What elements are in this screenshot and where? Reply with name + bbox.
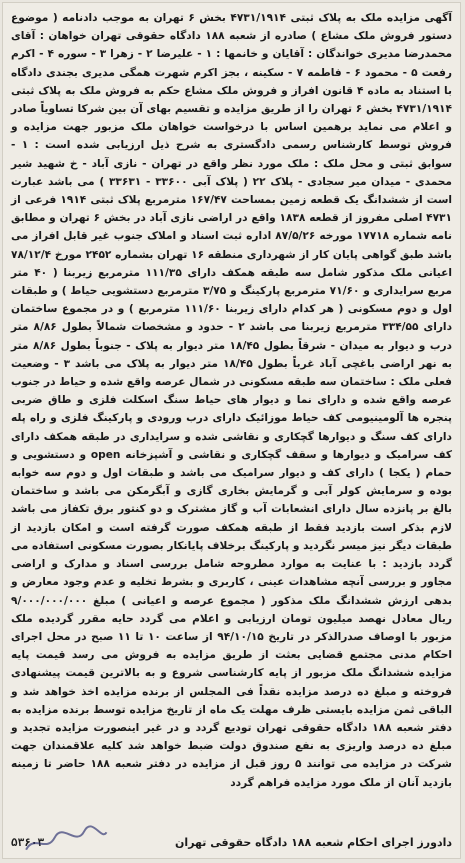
notice-signature: دادورز اجرای احکام شعبه ۱۸۸ دادگاه حقوقی تهران — [175, 835, 452, 849]
notice-code: ۵۳۶۰۳ — [11, 835, 45, 849]
newspaper-notice — [2, 2, 461, 859]
notice-footer — [11, 832, 452, 852]
notice-body: آگهی مزایده ملک به پلاک ثبتی ۴۷۳۱/۱۹۱۴ بخش ۶ تهران به موجب دادنامه ( موضوع دستور فروش ملک مشاع ) صادره از شعبه ۱۸۸ دادگاه حقوقی تهران خواهان : آقای محمدرضا مدیری خواندگان : آقایان و خانمها : ۱ - علیرضا ۲ - زهرا ۳ - سوره ۴ - اکرم رفعت ۵ - محمود ۶ - فاطمه ۷ - سکینه ، بجز اکرم شهرت همگی مدیری بجندی دادگاه با استناد به ماده ۴ قانون افراز و فروش ملک مشاع حکم به فروش ملک به پلاک ثبتی ۴۷۳۱/۱۹۱۴ بخش ۶ تهران را از طریق مزایده و تقسیم بهای آن بین شرکا تساویاً صادر و اعلام می نماید برهمین اساس با درخواست خواهان ملک مزبور جهت مزایده و فروش توسط کارشناس رسمی دادگستری به شرح ذیل ارزیابی شده است : ۱ - سوابق ثبتی و محل ملک : ملک مورد نظر واقع در تهران - نازی آباد - خ شهید شیر محمدی - میدان میر سجادی - پلاک ۲۲ ( پلاک آبی ۳۳۶۰۰ - ۳۳۶۳۱ ) می باشد عبارت است از ششدانگ یک قطعه زمین بمساحت ۱۶۷/۴۷ مترمربع پلاک ثبتی ۱۹۱۴ فرعی از ۴۷۳۱ اصلی مفروز از قطعه ۱۸۳۸ واقع در اراضی نازی آباد در بخش ۶ تهران و مطابق نامه شماره ۱۷۷۱۸ مورخه ۸۷/۵/۲۶ اداره ثبت اسناد و املاک جنوب غیر قابل افراز می باشد طبق گواهی پایان کار از شهرداری منطقه ۱۶ تهران بشماره ۲۴۵۲ مورخ ۷۸/۱۲/۴ اعیانی ملک مذکور شامل سه طبقه همکف دارای ۱۱۱/۳۵ مترمربع زیربنا ( ۴۰ متر مربع سرایداری و ۷۱/۶۰ مترمربع پارکینگ و ۳/۷۵ مترمربع دستشویی حیاط ) و طبقات اول و دوم مسکونی ( هر کدام دارای زیربنا ۱۱۱/۶۰ مترمربع ) و در مجموع ساختمان دارای ۳۳۴/۵۵ مترمربع زیربنا می باشد ۲ - حدود و مشخصات شمالاً بطول ۸/۸۶ متر درب و دیوار به میدان - شرقاً بطول ۱۸/۴۵ متر دیوار به پلاک - جنوباً بطول ۸/۸۶ متر به نهر اراضی باغچی آباد غرباً بطول ۱۸/۴۵ متر دیوار به پلاک می باشد ۳ - وضعیت فعلی ملک : ساختمان سه طبقه مسکونی در شمال عرصه واقع شده و حیاط در جنوب عرصه واقع شده و دارای نما و دیوار های حیاط سنگ اسکلت فلزی و طاق ضربی پنجره ها آلومینیومی کف حیاط موزائیک دارای درب ورودی و پارکینگ فلزی و راه پله دارای کف سنگ و دیوارها گچکاری و نقاشی شده و سرایداری در طبقه همکف دارای کف سرامیک و دیوارها و سقف گچکاری و نقاشی و آشپزخانه open و دستشویی و حمام ( یکجا ) دارای کف و دیوار سرامیک می باشد و طبقات اول و دوم سه خوابه بوده و سرمایش کولر آبی و گرمایش بخاری گازی و آبگرمکن می باشد و ساختمان بالغ بر پانزده سال دارای انشعابات آب و گاز مشترک و دو کنتور برق تکفاز می باشد لازم بذکر است بازدید فقط از طبقه همکف صورت گرفته است و امکان بازدید از طبقات دیگر نیز میسر نگردید و پارکینگ برخلاف پایانکار بصورت مسکونی استفاده می گردد بازدید : با عنایت به موارد مطروحه شامل بررسی اسناد و مدارک و اراضی مجاور و بررسی آنچه مشاهدات عینی ، کاربری و بشرط تخلیه و عدم وجود معارض و بدهی ارزش ششدانگ ملک مذکور ( مجموع عرصه و اعیانی ) مبلغ ۹/۰۰۰/۰۰۰/۰۰۰ ریال معادل نهصد میلیون تومان ارزیابی و اعلام می گردد حایه مقرر گردیده ملک مزبور با اوصاف صدرالذکر در تاریخ ۹۴/۱۰/۱۵ از ساعت ۱۰ تا ۱۱ صبح در محل اجرای احکام مدنی مجتمع قضایی بعثت از طریق مزایده به فروش می رسد قیمت پایه مزایده ششدانگ ملک مزبور از پایه کارشناسی شروع و به بالاترین قیمت پیشنهادی فروخته و مبلغ ده درصد مزایده نقداً فی المجلس از برنده مزایده اخذ خواهد شد و الباقی ثمن مزایده بایستی ظرف مهلت یک ماه از تاریخ مزایده توسط برنده مزایده به دفتر شعبه ۱۸۸ دادگاه حقوقی تهران تودیع گردد و در غیر اینصورت مزایده تجدید و مبلغ ده درصد واریزی به نفع صندوق دولت ضبط خواهد شد کلیه علاقمندان جهت شرکت در مزایده می توانند ۵ روز قبل از مزایده در دفتر شعبه ۱۸۸ حاضر تا زمینه بازدید آنان از ملک مورد مزایده فراهم گردد — [11, 12, 453, 789]
